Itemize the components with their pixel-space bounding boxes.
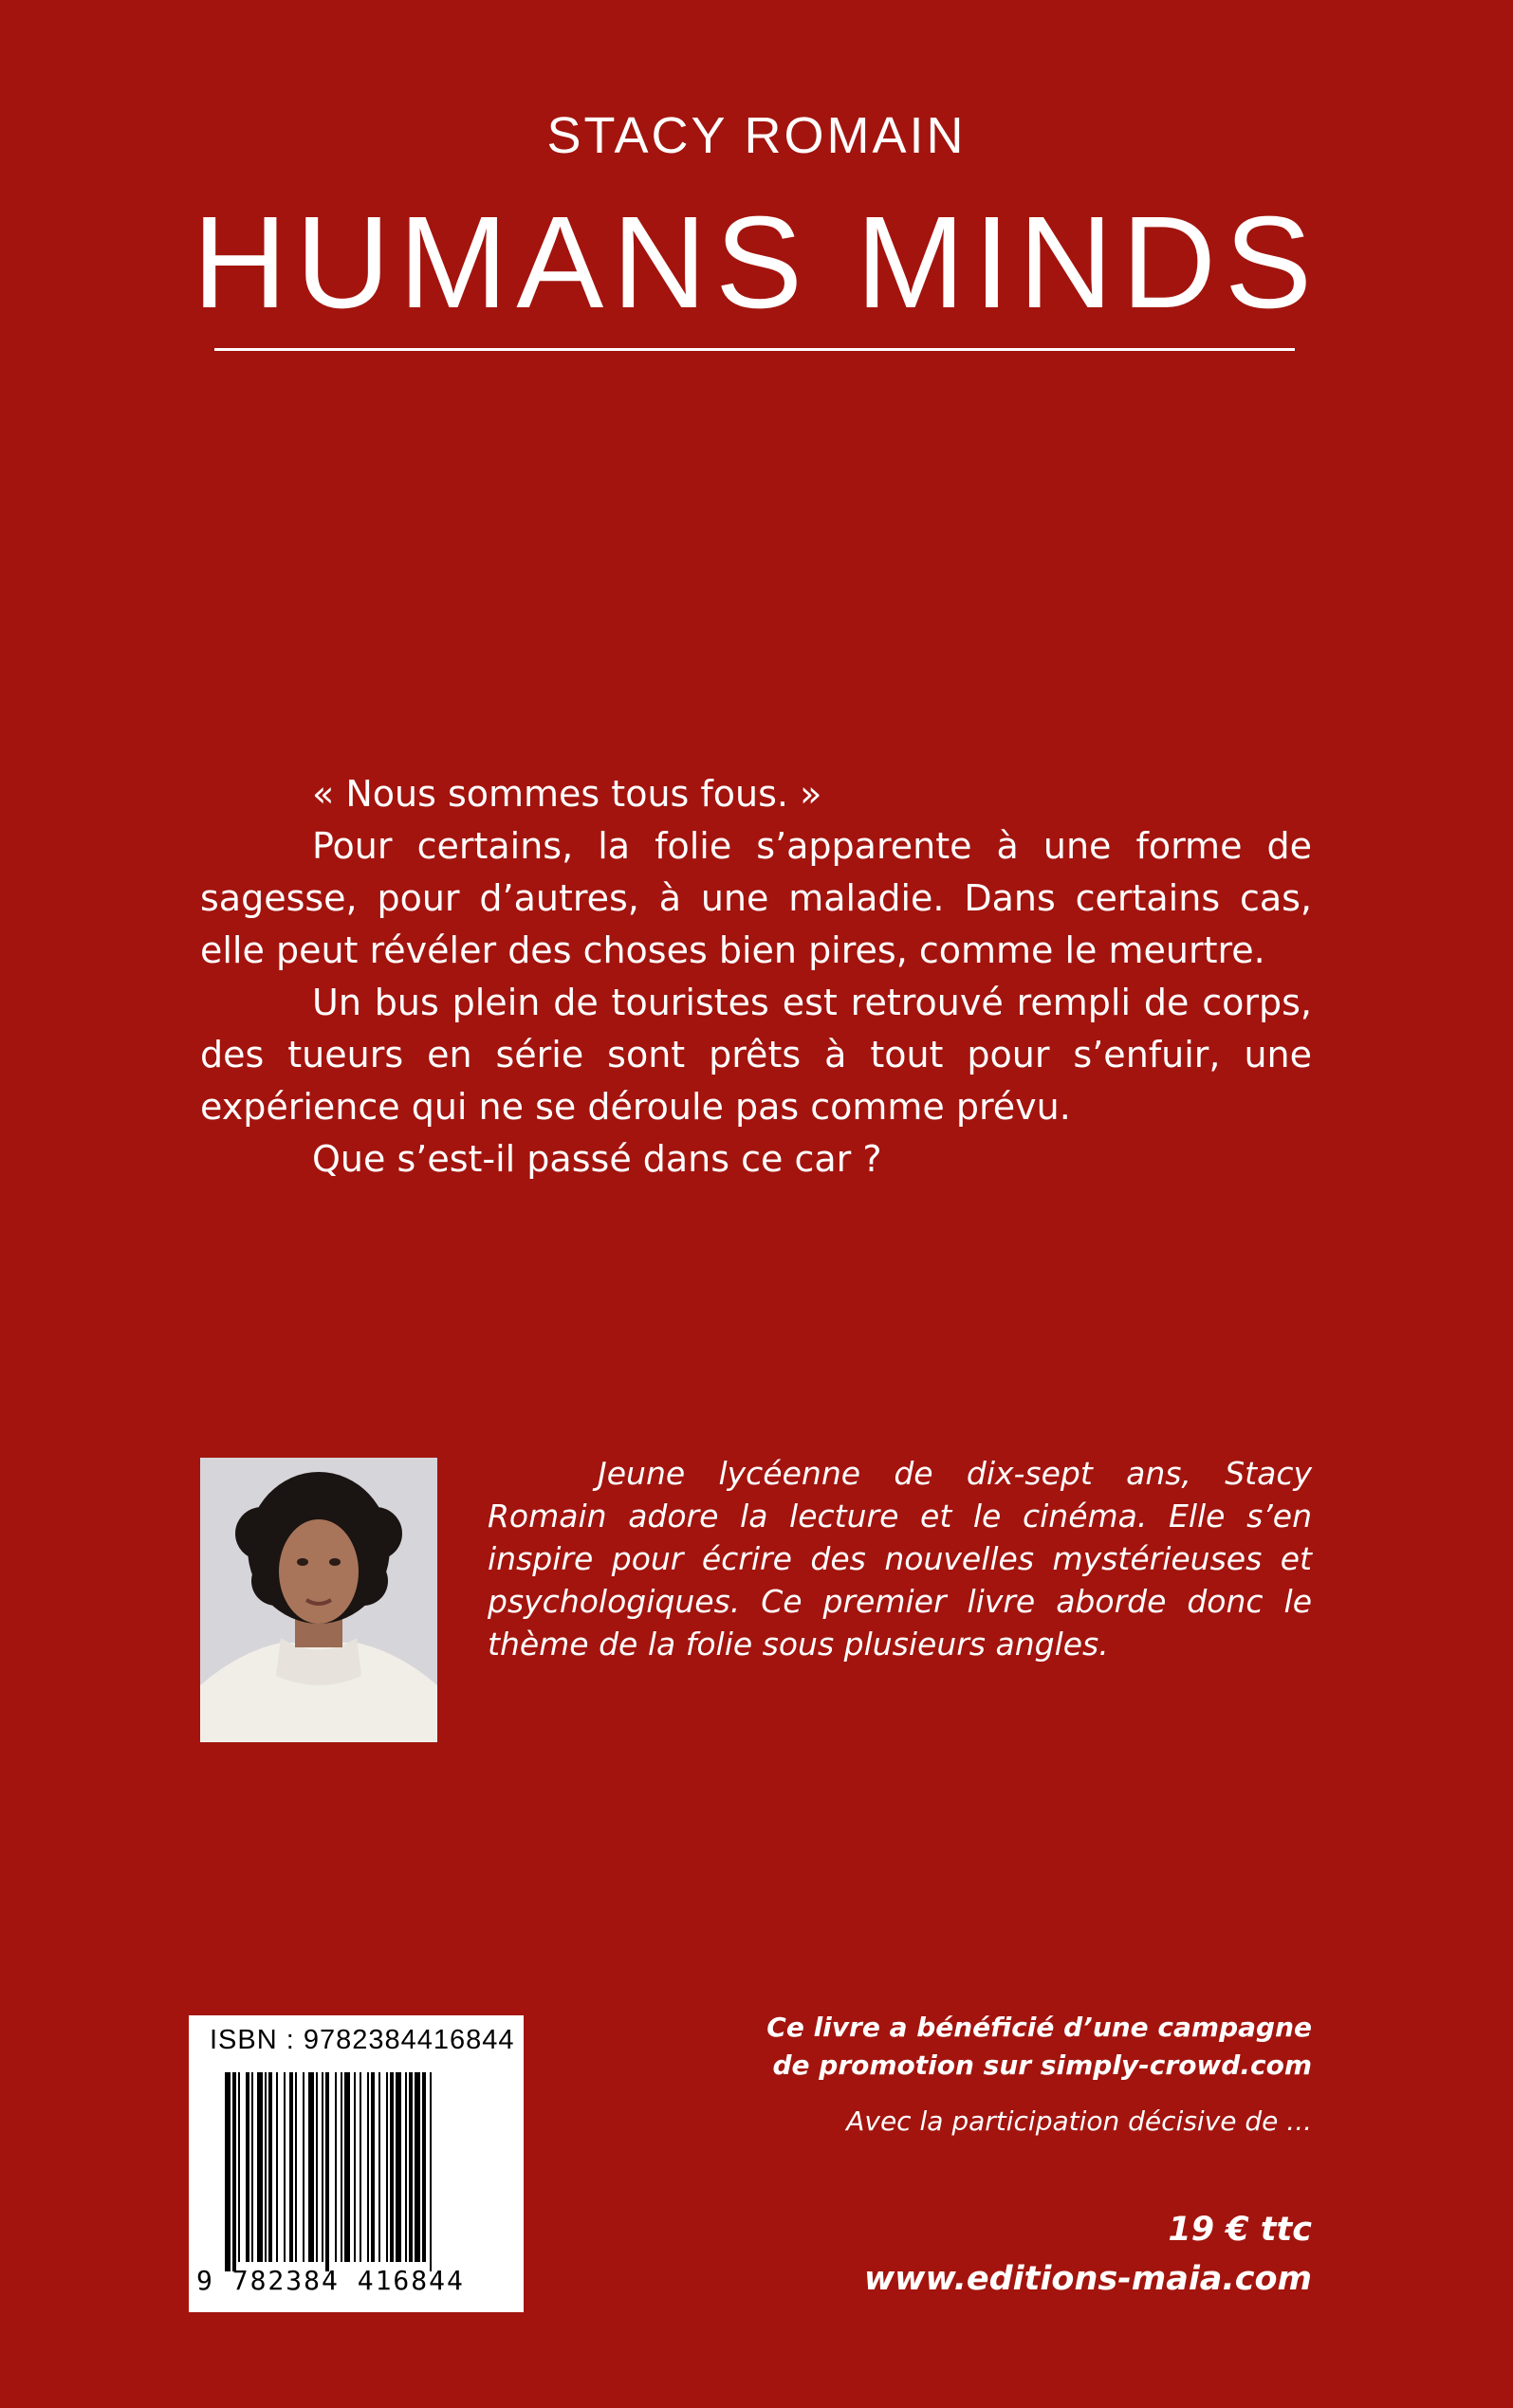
barcode-bar — [257, 2072, 263, 2262]
barcode-bar — [341, 2072, 342, 2262]
barcode-bar — [396, 2072, 401, 2262]
barcode-bar — [386, 2072, 388, 2262]
barcode-bar — [360, 2072, 361, 2262]
barcode-bar — [354, 2072, 356, 2262]
barcode-bar — [232, 2072, 236, 2271]
barcode-bar — [335, 2072, 337, 2262]
blurb-quote: « Nous sommes tous fous. » — [312, 773, 822, 815]
barcode-bar — [276, 2072, 278, 2262]
barcode-bar — [367, 2072, 369, 2262]
blurb-paragraph: Pour certains, la folie s’apparente à une forme de sagesse, pour d’autres, à une maladie. Dans certains cas, elle peut révéler des choses bien pires, comme le meurtre. — [200, 825, 1312, 971]
barcode-bar — [316, 2072, 318, 2262]
barcode-bar — [289, 2072, 293, 2262]
barcode-bar — [251, 2072, 253, 2262]
isbn-barcode — [189, 2015, 524, 2312]
barcode-bar — [325, 2072, 329, 2271]
book-title: HUMANS MINDS — [192, 190, 1321, 336]
barcode-bar — [225, 2072, 231, 2271]
barcode-bar — [405, 2072, 407, 2262]
barcode-bar — [430, 2072, 432, 2271]
blurb-question: Que s’est-il passé dans ce car ? — [312, 1138, 882, 1180]
author-photo — [200, 1458, 437, 1742]
promo-line: Ce livre a bénéficié d’une campagne — [766, 2012, 1312, 2043]
isbn-digits: 9 782384 416844 — [196, 2265, 465, 2296]
barcode-bar — [238, 2072, 240, 2262]
author-name: STACY ROMAIN — [546, 107, 967, 164]
promo-text — [743, 2009, 1312, 2085]
blurb-paragraph: Un bus plein de touristes est retrouvé rempli de corps, des tueurs en série sont prêts à tout pour s’enfuir, une expérience qui ne se déroule pas comme prévu. — [200, 982, 1312, 1128]
blurb — [200, 768, 1312, 1186]
barcode-bar — [409, 2072, 413, 2262]
barcode-bar — [322, 2072, 323, 2262]
barcode-bar — [284, 2072, 286, 2262]
barcode-bar — [344, 2072, 350, 2262]
barcode-bar — [308, 2072, 314, 2262]
barcode-bar — [422, 2072, 426, 2262]
barcode-bar — [295, 2072, 297, 2262]
title-underline — [214, 348, 1295, 351]
author-bio-text: Jeune lycéenne de dix-sept ans, Stacy Romain adore la lecture et le cinéma. Elle s’en inspire pour écrire des nouvelles mystérieuses et psychologiques. Ce premier livre aborde donc le thème de la folie sous plusieurs angles. — [488, 1455, 1312, 1663]
barcode-bar — [371, 2072, 375, 2262]
price: 19 € ttc — [1168, 2211, 1312, 2249]
barcode-bar — [390, 2072, 394, 2262]
barcode-bar — [415, 2072, 420, 2262]
barcode-bar — [265, 2072, 267, 2262]
publisher-website: www.editions-maia.com — [863, 2260, 1312, 2298]
promo-line: de promotion sur simply-crowd.com — [772, 2050, 1312, 2081]
barcode-bar — [268, 2072, 272, 2262]
barcode-bar — [378, 2072, 380, 2262]
isbn-label: ISBN : 9782384416844 — [210, 2025, 515, 2055]
author-portrait-image — [200, 1458, 437, 1742]
participation-text: Avec la participation décisive de ... — [846, 2105, 1312, 2137]
barcode-bar — [246, 2072, 249, 2262]
author-bio — [488, 1452, 1312, 1665]
barcode-bar — [303, 2072, 304, 2262]
